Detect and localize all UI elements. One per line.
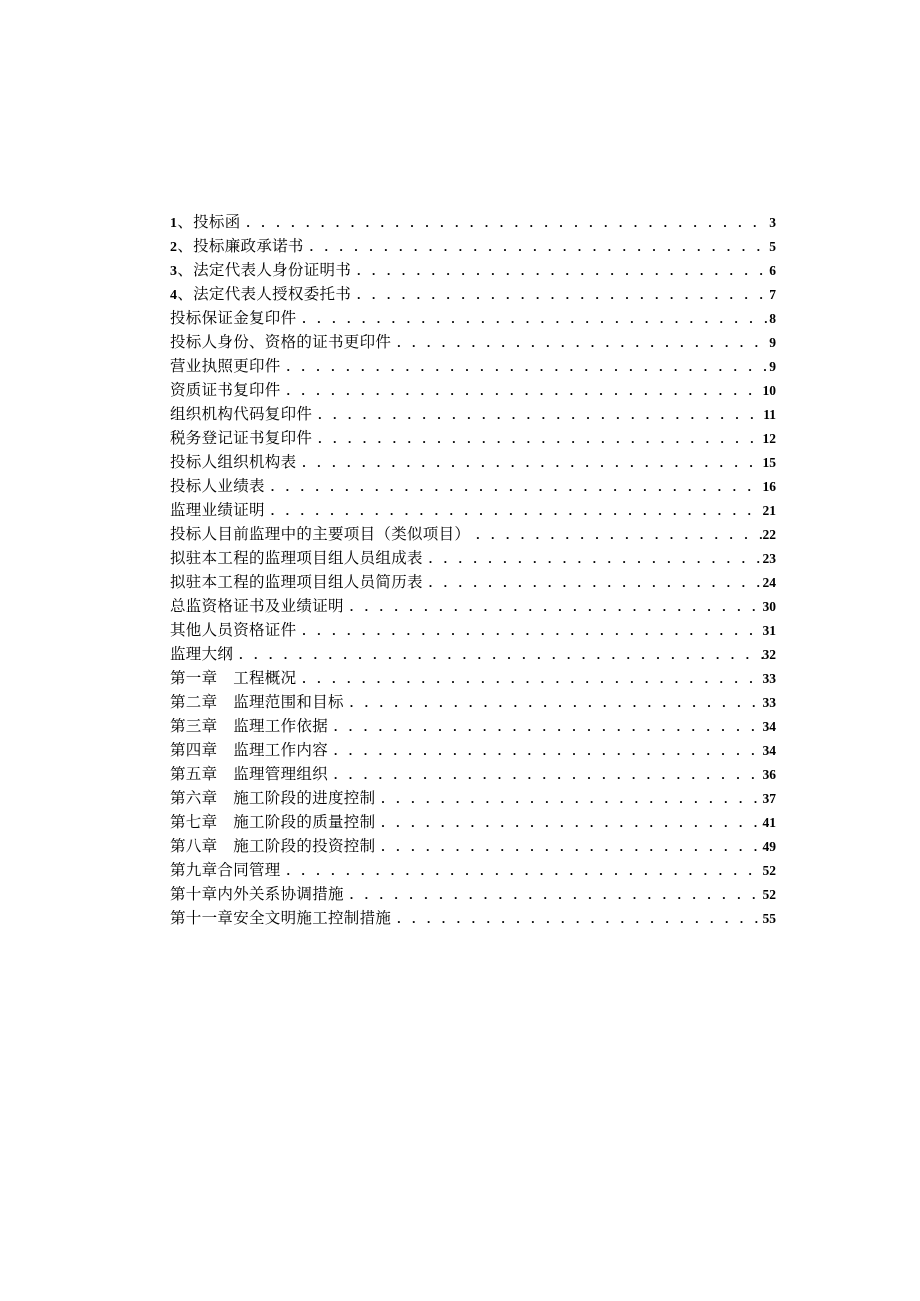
toc-dot-leader: [296, 451, 762, 474]
toc-entry[interactable]: [170, 474, 776, 498]
toc-page-number: 24: [762, 575, 776, 590]
toc-dot-leader: [391, 331, 768, 354]
toc-entry-title: [170, 810, 375, 834]
toc-dot-leader: [328, 739, 762, 762]
toc-page-number: 52: [762, 863, 776, 878]
toc-entry-text: 监理大纲: [170, 645, 234, 663]
toc-page-number: 10: [762, 383, 776, 398]
toc-entry-text: 拟驻本工程的监理项目组人员简历表: [170, 573, 423, 591]
toc-entry-title: [170, 666, 296, 690]
toc-dot-leader: [296, 619, 762, 642]
toc-dot-leader: [281, 355, 768, 378]
toc-entry-text: 组织机构代码复印件: [170, 405, 313, 423]
toc-entry-text: 法定代表人身份证明书: [193, 261, 352, 279]
toc-entry-separator: 、: [177, 237, 194, 255]
toc-entry-title: [170, 762, 328, 786]
toc-entry[interactable]: [170, 738, 776, 762]
toc-entry-title: [170, 786, 375, 810]
toc-page-number: 16: [762, 479, 776, 494]
toc-page-number: 31: [762, 623, 776, 638]
toc-page-number: 32: [762, 647, 776, 662]
toc-dot-leader: [344, 595, 763, 618]
toc-page-number: 12: [762, 431, 776, 446]
toc-dot-leader: [296, 307, 768, 330]
toc-entry-title: [170, 426, 312, 450]
toc-page-number: 33: [762, 671, 776, 686]
toc-entry[interactable]: [170, 810, 776, 834]
toc-entry[interactable]: [170, 786, 776, 810]
toc-entry-title: [170, 330, 391, 354]
toc-dot-leader: [351, 259, 768, 282]
toc-entry-number: 1: [170, 216, 178, 231]
toc-page-number: 33: [762, 695, 776, 710]
toc-entry[interactable]: [170, 426, 776, 450]
toc-entry[interactable]: [170, 570, 776, 594]
toc-page-number: 8: [769, 311, 776, 326]
toc-entry-separator: 、: [177, 213, 194, 231]
toc-entry-text: 第三章 监理工作依据: [170, 717, 329, 735]
toc-dot-leader: [375, 787, 762, 810]
toc-entry-text: 总监资格证书及业绩证明: [170, 597, 344, 615]
toc-dot-leader: [233, 643, 762, 666]
toc-page-number: 6: [769, 263, 776, 278]
toc-dot-leader: [241, 211, 768, 234]
toc-entry[interactable]: [170, 258, 776, 282]
toc-page-number: 34: [762, 719, 776, 734]
toc-entry[interactable]: [170, 330, 776, 354]
toc-entry-text: 投标廉政承诺书: [193, 237, 304, 255]
toc-page-number: 7: [769, 287, 776, 302]
toc-entry-text: 第十一章安全文明施工控制措施: [170, 909, 392, 927]
toc-entry-title: [170, 834, 375, 858]
toc-entry[interactable]: [170, 906, 776, 930]
toc-entry-text: 投标保证金复印件: [170, 309, 297, 327]
toc-page-number: 37: [762, 791, 776, 806]
toc-page-number: 11: [763, 407, 776, 422]
toc-entry-title: [170, 642, 233, 666]
toc-dot-leader: [351, 283, 768, 306]
toc-page-number: 52: [762, 887, 776, 902]
toc-entry[interactable]: [170, 714, 776, 738]
toc-page-number: 5: [769, 239, 776, 254]
toc-entry-text: 第二章 监理范围和目标: [170, 693, 344, 711]
toc-entry[interactable]: [170, 498, 776, 522]
toc-entry-text: 监理业绩证明: [170, 501, 265, 519]
toc-dot-leader: [470, 523, 762, 546]
toc-entry-text: 第五章 监理管理组织: [170, 765, 329, 783]
toc-dot-leader: [312, 427, 762, 450]
toc-entry[interactable]: [170, 282, 776, 306]
toc-dot-leader: [328, 763, 762, 786]
toc-dot-leader: [375, 835, 762, 858]
toc-entry[interactable]: [170, 306, 776, 330]
toc-entry-title: [170, 234, 304, 258]
toc-dot-leader: [423, 571, 763, 594]
toc-entry-text: 第一章 工程概况: [170, 669, 297, 687]
table-of-contents: [170, 210, 776, 930]
toc-entry-text: 拟驻本工程的监理项目组人员组成表: [170, 549, 423, 567]
toc-entry[interactable]: [170, 546, 776, 570]
toc-entry-title: [170, 378, 281, 402]
toc-entry-title: [170, 738, 328, 762]
toc-entry[interactable]: [170, 210, 776, 234]
toc-page-number: 49: [762, 839, 776, 854]
toc-entry-number: 3: [170, 264, 178, 279]
toc-entry-title: [170, 306, 296, 330]
toc-entry-title: [170, 474, 265, 498]
toc-dot-leader: [312, 403, 763, 426]
toc-entry-text: 法定代表人授权委托书: [193, 285, 352, 303]
toc-page-number: 55: [762, 911, 776, 926]
toc-dot-leader: [423, 547, 763, 570]
toc-entry-title: [170, 690, 344, 714]
toc-entry-title: [170, 210, 241, 234]
toc-entry[interactable]: [170, 402, 776, 426]
toc-entry-text: 第七章 施工阶段的质量控制: [170, 813, 376, 831]
toc-entry-title: [170, 354, 281, 378]
toc-entry[interactable]: [170, 666, 776, 690]
toc-dot-leader: [391, 907, 762, 930]
toc-dot-leader: [296, 667, 762, 690]
toc-dot-leader: [375, 811, 762, 834]
toc-entry-title: [170, 570, 423, 594]
toc-entry-title: [170, 522, 470, 546]
toc-page-number: 21: [762, 503, 776, 518]
toc-entry-title: [170, 450, 296, 474]
toc-entry[interactable]: [170, 378, 776, 402]
toc-entry-title: [170, 546, 423, 570]
toc-entry-title: [170, 402, 312, 426]
toc-entry[interactable]: [170, 522, 776, 546]
toc-entry-separator: 、: [177, 261, 194, 279]
toc-dot-leader: [344, 883, 763, 906]
toc-entry[interactable]: [170, 690, 776, 714]
toc-entry-title: [170, 498, 265, 522]
toc-entry-text: 第十章内外关系协调措施: [170, 885, 344, 903]
toc-entry-text: 投标人组织机构表: [170, 453, 297, 471]
toc-entry-text: 其他人员资格证件: [170, 621, 297, 639]
toc-dot-leader: [344, 691, 763, 714]
toc-entry[interactable]: [170, 834, 776, 858]
toc-entry[interactable]: [170, 354, 776, 378]
toc-entry-title: [170, 858, 281, 882]
toc-dot-leader: [265, 475, 763, 498]
toc-entry[interactable]: [170, 234, 776, 258]
toc-page-number: 41: [762, 815, 776, 830]
toc-entry-title: [170, 906, 391, 930]
toc-dot-leader: [304, 235, 768, 258]
toc-dot-leader: [328, 715, 762, 738]
toc-entry-separator: 、: [177, 285, 194, 303]
toc-entry-text: 资质证书复印件: [170, 381, 281, 399]
toc-entry-title: [170, 618, 296, 642]
toc-entry-number: 2: [170, 240, 178, 255]
toc-entry[interactable]: [170, 762, 776, 786]
toc-page-number: 36: [762, 767, 776, 782]
toc-entry-text: 第九章合同管理: [170, 861, 281, 879]
toc-entry-text: 营业执照更印件: [170, 357, 281, 375]
toc-page-number: 30: [762, 599, 776, 614]
toc-page-number: 3: [769, 215, 776, 230]
toc-entry-text: 税务登记证书复印件: [170, 429, 313, 447]
toc-page-number: 22: [762, 527, 776, 542]
toc-entry-title: [170, 282, 351, 306]
toc-entry[interactable]: [170, 882, 776, 906]
toc-entry[interactable]: [170, 618, 776, 642]
toc-dot-leader: [281, 379, 763, 402]
toc-entry-text: 第六章 施工阶段的进度控制: [170, 789, 376, 807]
toc-entry-number: 4: [170, 288, 178, 303]
toc-page-number: 9: [769, 335, 776, 350]
toc-entry-text: 投标人业绩表: [170, 477, 265, 495]
toc-entry[interactable]: [170, 450, 776, 474]
toc-entry-text: 投标人目前监理中的主要项目（类似项目）: [170, 525, 471, 543]
toc-entry[interactable]: [170, 594, 776, 618]
toc-page-number: 23: [762, 551, 776, 566]
toc-dot-leader: [265, 499, 763, 522]
toc-entry[interactable]: [170, 858, 776, 882]
toc-entry-text: 第四章 监理工作内容: [170, 741, 329, 759]
toc-entry-title: [170, 882, 344, 906]
toc-entry-text: 投标人身份、资格的证书更印件: [170, 333, 392, 351]
toc-entry-title: [170, 714, 328, 738]
toc-entry-text: 第八章 施工阶段的投资控制: [170, 837, 376, 855]
toc-page-number: 15: [762, 455, 776, 470]
toc-dot-leader: [281, 859, 763, 882]
toc-entry[interactable]: [170, 642, 776, 666]
toc-entry-title: [170, 594, 344, 618]
toc-page-number: 34: [762, 743, 776, 758]
toc-entry-title: [170, 258, 351, 282]
toc-entry-text: 投标函: [193, 213, 241, 231]
toc-page-number: 9: [769, 359, 776, 374]
